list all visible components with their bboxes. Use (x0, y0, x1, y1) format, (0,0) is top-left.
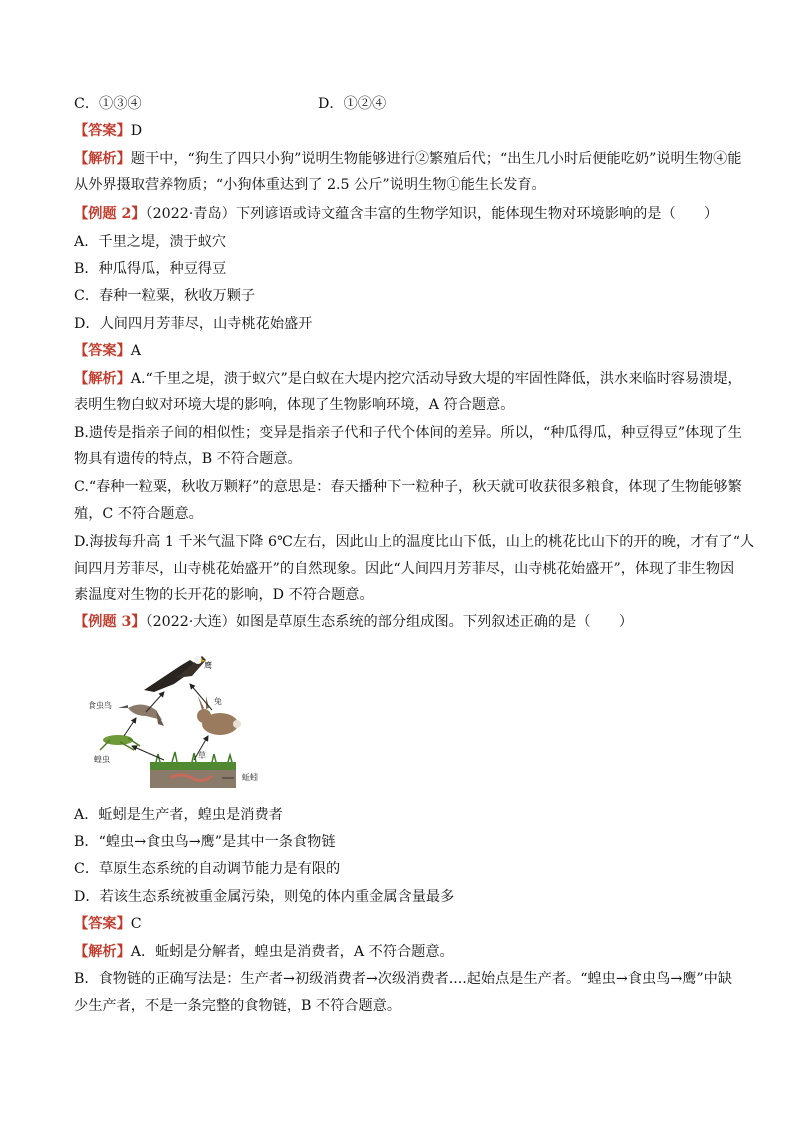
option-d: D．若该生态系统被重金属污染，则兔的体内重金属含量最多 (74, 889, 455, 905)
answer-label: 【答案】 (74, 343, 131, 359)
question-line (74, 613, 724, 631)
answer-line (74, 342, 724, 360)
analysis-text: 少生产者，不是一条完整的食物链，B 不符合题意。 (74, 998, 402, 1014)
question-text: （2022·青岛）下列谚语或诗文蕴含丰富的生物学知识，能体现生物对环境影响的是（ ） (145, 206, 719, 222)
bird-image (118, 704, 164, 726)
question-line (74, 205, 724, 223)
option-c: C．草原生态系统的自动调节能力是有限的 (74, 861, 341, 877)
answer-label: 【答案】 (74, 916, 131, 932)
analysis-text: 物具有遗传的特点，B 不符合题意。 (74, 451, 302, 467)
analysis-text: A.“千里之堤，溃于蚁穴”是白蚁在大堤内挖穴活动导致大堤的牢固性降低，洪水来临时容易溃堤， (130, 371, 742, 387)
eagle-image (144, 656, 206, 692)
analysis-text: B．食物链的正确写法是：生产者→初级消费者→次级消费者....起始点是生产者。“蝗虫→食虫鸟→鹰”中缺 (74, 971, 733, 987)
answer-line (74, 915, 724, 933)
analysis-line (74, 943, 724, 961)
food-web-figure (84, 650, 280, 792)
grasshopper-image (100, 735, 140, 750)
analysis-label: 【解析】 (74, 371, 131, 387)
option-row (74, 95, 724, 113)
question-label: 【例题 3】 (74, 614, 146, 630)
question-label: 【例题 2】 (74, 206, 146, 222)
option-c: C．①③④ (74, 96, 142, 112)
analysis-text: C.“春种一粒粟，秋收万颗籽”的意思是：春天播种下一粒种子，秋天就可收获很多粮食，体现了生物能够繁 (74, 479, 742, 495)
answer-value: A (130, 343, 142, 359)
analysis-line (74, 370, 742, 388)
analysis-text: A．蚯蚓是分解者，蝗虫是消费者，A 不符合题意。 (130, 944, 454, 960)
analysis-text: 题干中，“狗生了四只小狗”说明生物能够进行②繁殖后代；“出生几小时后便能吃奶”说明生物④能 (130, 151, 742, 167)
option-d: D．①②④ (318, 96, 387, 112)
analysis-text: 从外界摄取营养物质；“小狗体重达到了 2.5 公斤”说明生物①能生长发育。 (74, 177, 546, 193)
analysis-line (74, 150, 742, 168)
option-c: C．春种一粒粟，秋收万颗子 (74, 288, 256, 304)
answer-label: 【答案】 (74, 123, 131, 139)
analysis-text: 表明生物白蚁对环境大堤的影响，体现了生物影响环境，A 符合题意。 (74, 397, 515, 413)
analysis-text: 素温度对生物的长开花的影响，D 不符合题意。 (74, 587, 374, 603)
grass-label: 草 (198, 751, 206, 760)
analysis-text: B.遗传是指亲子间的相似性；变异是指亲子代和子代个体间的差异。所以，“种瓜得瓜，种豆得豆”体现了生 (74, 425, 742, 441)
analysis-text: D.海拔每升高 1 千米气温下降 6℃左右，因此山上的温度比山下低，山上的桃花比山下的开的晚，才有了“人 (74, 534, 755, 550)
answer-value: C (130, 916, 142, 932)
question-text: （2022·大连）如图是草原生态系统的部分组成图。下列叙述正确的是（ ） (145, 614, 634, 630)
option-d: D．人间四月芳菲尽，山寺桃花始盛开 (74, 316, 313, 332)
answer-value: D (130, 123, 143, 139)
option-b: B．“蝗虫→食虫鸟→鹰”是其中一条食物链 (74, 834, 336, 850)
analysis-text: 殖，C 不符合题意。 (74, 506, 203, 522)
option-a: A．蚯蚓是生产者，蝗虫是消费者 (74, 807, 283, 823)
option-b: B．种瓜得瓜，种豆得豆 (74, 261, 227, 277)
grasshopper-label: 蝗虫 (94, 755, 110, 764)
analysis-text: 间四月芳菲尽，山寺桃花始盛开”的自然现象。因此“人间四月芳菲尽，山寺桃花始盛开”，体现了非生物因 (74, 561, 735, 577)
analysis-label: 【解析】 (74, 944, 131, 960)
option-a: A．千里之堤，溃于蚁穴 (74, 234, 227, 250)
bird-label: 食虫鸟 (88, 701, 112, 710)
rabbit-label: 兔 (214, 697, 222, 706)
answer-line (74, 122, 724, 140)
grass-soil-image (150, 752, 236, 788)
analysis-label: 【解析】 (74, 151, 131, 167)
eagle-label: 鹰 (204, 661, 212, 670)
earthworm-label: 蚯蚓 (242, 773, 258, 782)
